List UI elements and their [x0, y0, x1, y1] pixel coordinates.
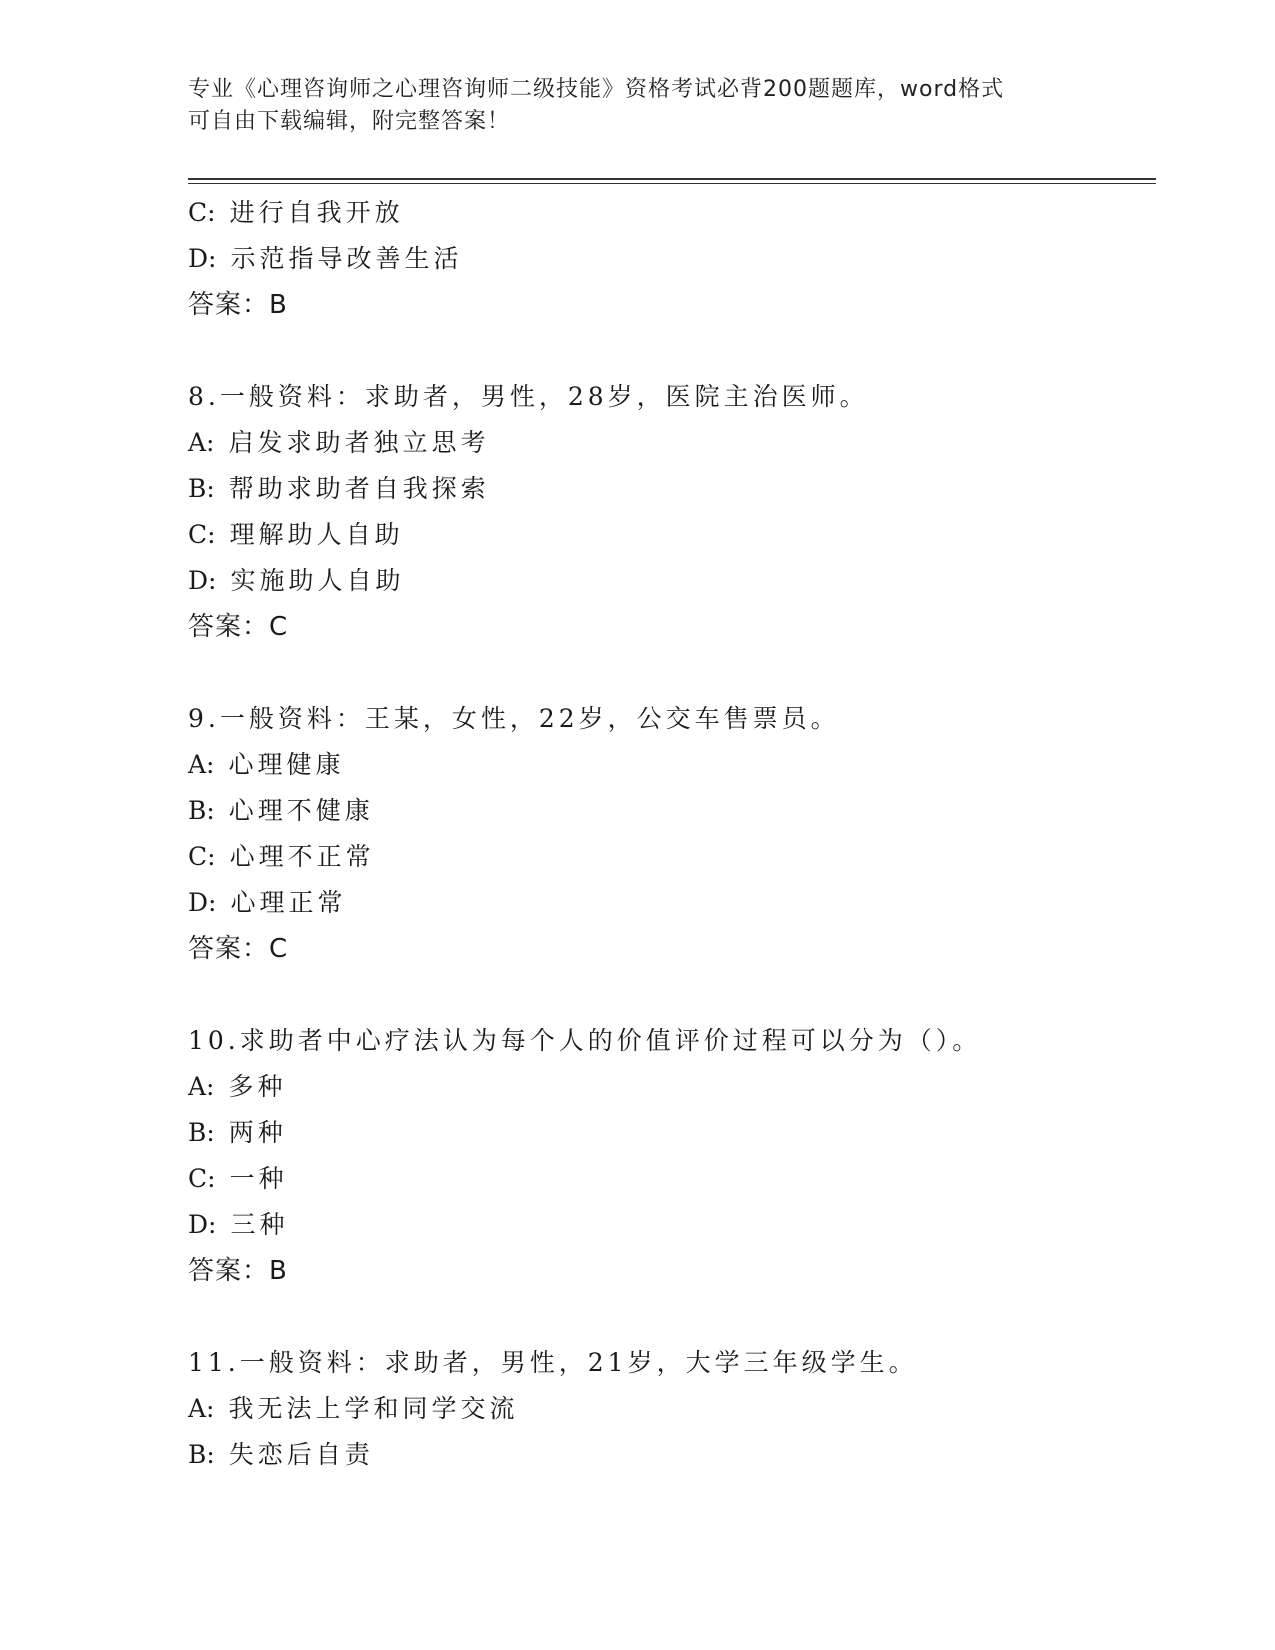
- question-stem: 8.一般资料：求助者，男性，28岁，医院主治医师。: [188, 382, 869, 411]
- question-block: [188, 1340, 1156, 1478]
- option-line: [188, 466, 1156, 512]
- option-key: A:: [188, 1072, 215, 1101]
- header-divider-thick: [188, 178, 1156, 180]
- option-line: [188, 880, 1156, 926]
- option-text: 启发求助者独立思考: [228, 428, 490, 457]
- option-line: [188, 1064, 1156, 1110]
- question-stem: 9.一般资料：王某，女性，22岁，公交车售票员。: [188, 704, 840, 733]
- option-key: A:: [188, 428, 215, 457]
- option-text: 理解助人自助: [229, 520, 404, 549]
- option-line: [188, 788, 1156, 834]
- option-line: [188, 1110, 1156, 1156]
- option-key: A:: [188, 750, 215, 779]
- option-text: 失恋后自责: [228, 1440, 374, 1469]
- option-text: 实施助人自助: [230, 566, 405, 595]
- option-key: B:: [188, 474, 215, 503]
- option-line: [188, 1386, 1156, 1432]
- option-key: B:: [188, 1118, 215, 1147]
- option-key: C:: [188, 520, 216, 549]
- option-text: 一种: [229, 1164, 288, 1193]
- option-key: C:: [188, 842, 216, 871]
- option-text: 心理不正常: [229, 842, 375, 871]
- answer-line: 答案：B: [188, 1256, 288, 1286]
- question-block: [188, 374, 1156, 650]
- option-key: D:: [188, 1210, 217, 1239]
- answer-line: 答案：C: [188, 612, 289, 642]
- option-line: [188, 1202, 1156, 1248]
- question-block: [188, 696, 1156, 972]
- option-text: 心理正常: [230, 888, 347, 917]
- option-key: C:: [188, 1164, 216, 1193]
- option-key: D:: [188, 244, 217, 273]
- option-text: 示范指导改善生活: [230, 244, 463, 273]
- option-line: [188, 1156, 1156, 1202]
- header-divider-thin: [188, 183, 1156, 184]
- option-key: C:: [188, 198, 216, 227]
- question-stem: 10.求助者中心疗法认为每个人的价值评价过程可以分为（）。: [188, 1026, 982, 1055]
- question-list: [188, 190, 1156, 1478]
- question-stem: 11.一般资料：求助者，男性，21岁，大学三年级学生。: [188, 1348, 918, 1377]
- document-header: [188, 74, 1068, 138]
- question-block: [188, 1018, 1156, 1294]
- option-text: 三种: [230, 1210, 289, 1239]
- option-line: [188, 512, 1156, 558]
- option-key: A:: [188, 1394, 215, 1423]
- option-text: 心理不健康: [228, 796, 374, 825]
- option-line: [188, 558, 1156, 604]
- option-key: D:: [188, 566, 217, 595]
- option-key: B:: [188, 796, 215, 825]
- answer-line: 答案：B: [188, 290, 288, 320]
- option-text: 我无法上学和同学交流: [228, 1394, 519, 1423]
- option-line: [188, 190, 1156, 236]
- header-line-1: 专业《心理咨询师之心理咨询师二级技能》资格考试必背200题题库，word格式: [188, 77, 1005, 102]
- question-block-partial: [188, 190, 1156, 328]
- option-text: 多种: [228, 1072, 287, 1101]
- option-text: 心理健康: [228, 750, 345, 779]
- option-text: 两种: [228, 1118, 287, 1147]
- option-key: B:: [188, 1440, 215, 1469]
- header-line-2: 可自由下载编辑，附完整答案！: [188, 109, 511, 134]
- answer-line: 答案：C: [188, 934, 289, 964]
- option-line: [188, 236, 1156, 282]
- option-text: 帮助求助者自我探索: [228, 474, 490, 503]
- option-key: D:: [188, 888, 217, 917]
- option-text: 进行自我开放: [229, 198, 404, 227]
- option-line: [188, 1432, 1156, 1478]
- option-line: [188, 420, 1156, 466]
- option-line: [188, 742, 1156, 788]
- option-line: [188, 834, 1156, 880]
